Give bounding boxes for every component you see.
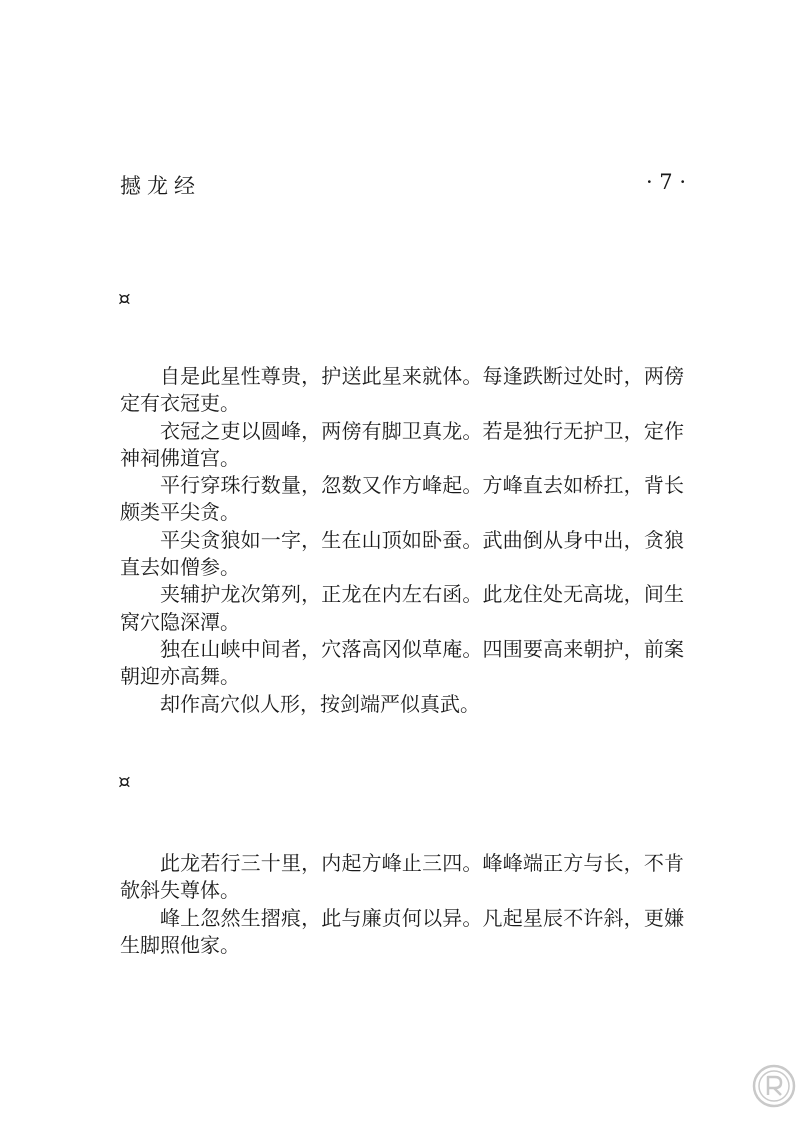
verse-paragraph: 峰上忽然生摺痕，此与廉贞何以异。凡起星辰不许斜，更嫌生脚照他家。 [120,905,684,957]
verse-paragraph: 夹辅护龙次第列，正龙在内左右函。此龙住处无高垅，间生窝穴隐深潭。 [120,582,684,634]
verse-section-1 [120,363,684,718]
verse-paragraph: 自是此星性尊贵，护送此星来就体。每逢跌断过处时，两傍定有衣冠吏。 [120,364,684,416]
verse-paragraph: 却作高穴似人形，按剑端严似真武。 [160,691,480,716]
verse-paragraph: 独在山峡中间者，穴落高冈似草庵。四围要高来朝护，前案朝迎亦高舞。 [120,636,684,689]
section-marker-2: ¤ [118,769,131,793]
page-number: · 7 · [645,170,686,194]
section-marker-1: ¤ [118,286,131,310]
verse-paragraph: 此龙若行三十里，内起方峰止三四。峰峰端正方与长，不肯欹斜失尊体。 [120,851,684,903]
verse-paragraph: 衣冠之吏以圆峰，两傍有脚卫真龙。若是独行无护卫，定作神祠佛道宫。 [120,418,684,470]
verse-paragraph: 平尖贪狼如一字，生在山顶如卧蚕。武曲倒从身中出，贪狼直去如僧参。 [120,527,684,580]
verse-paragraph: 平行穿珠行数量，忽数又作方峰起。方峰直去如桥扛，背长颇类平尖贪。 [120,473,684,525]
registered-seal-icon [752,1064,796,1108]
running-header-title: 撼龙经 [120,174,201,198]
verse-section-2 [120,850,684,959]
